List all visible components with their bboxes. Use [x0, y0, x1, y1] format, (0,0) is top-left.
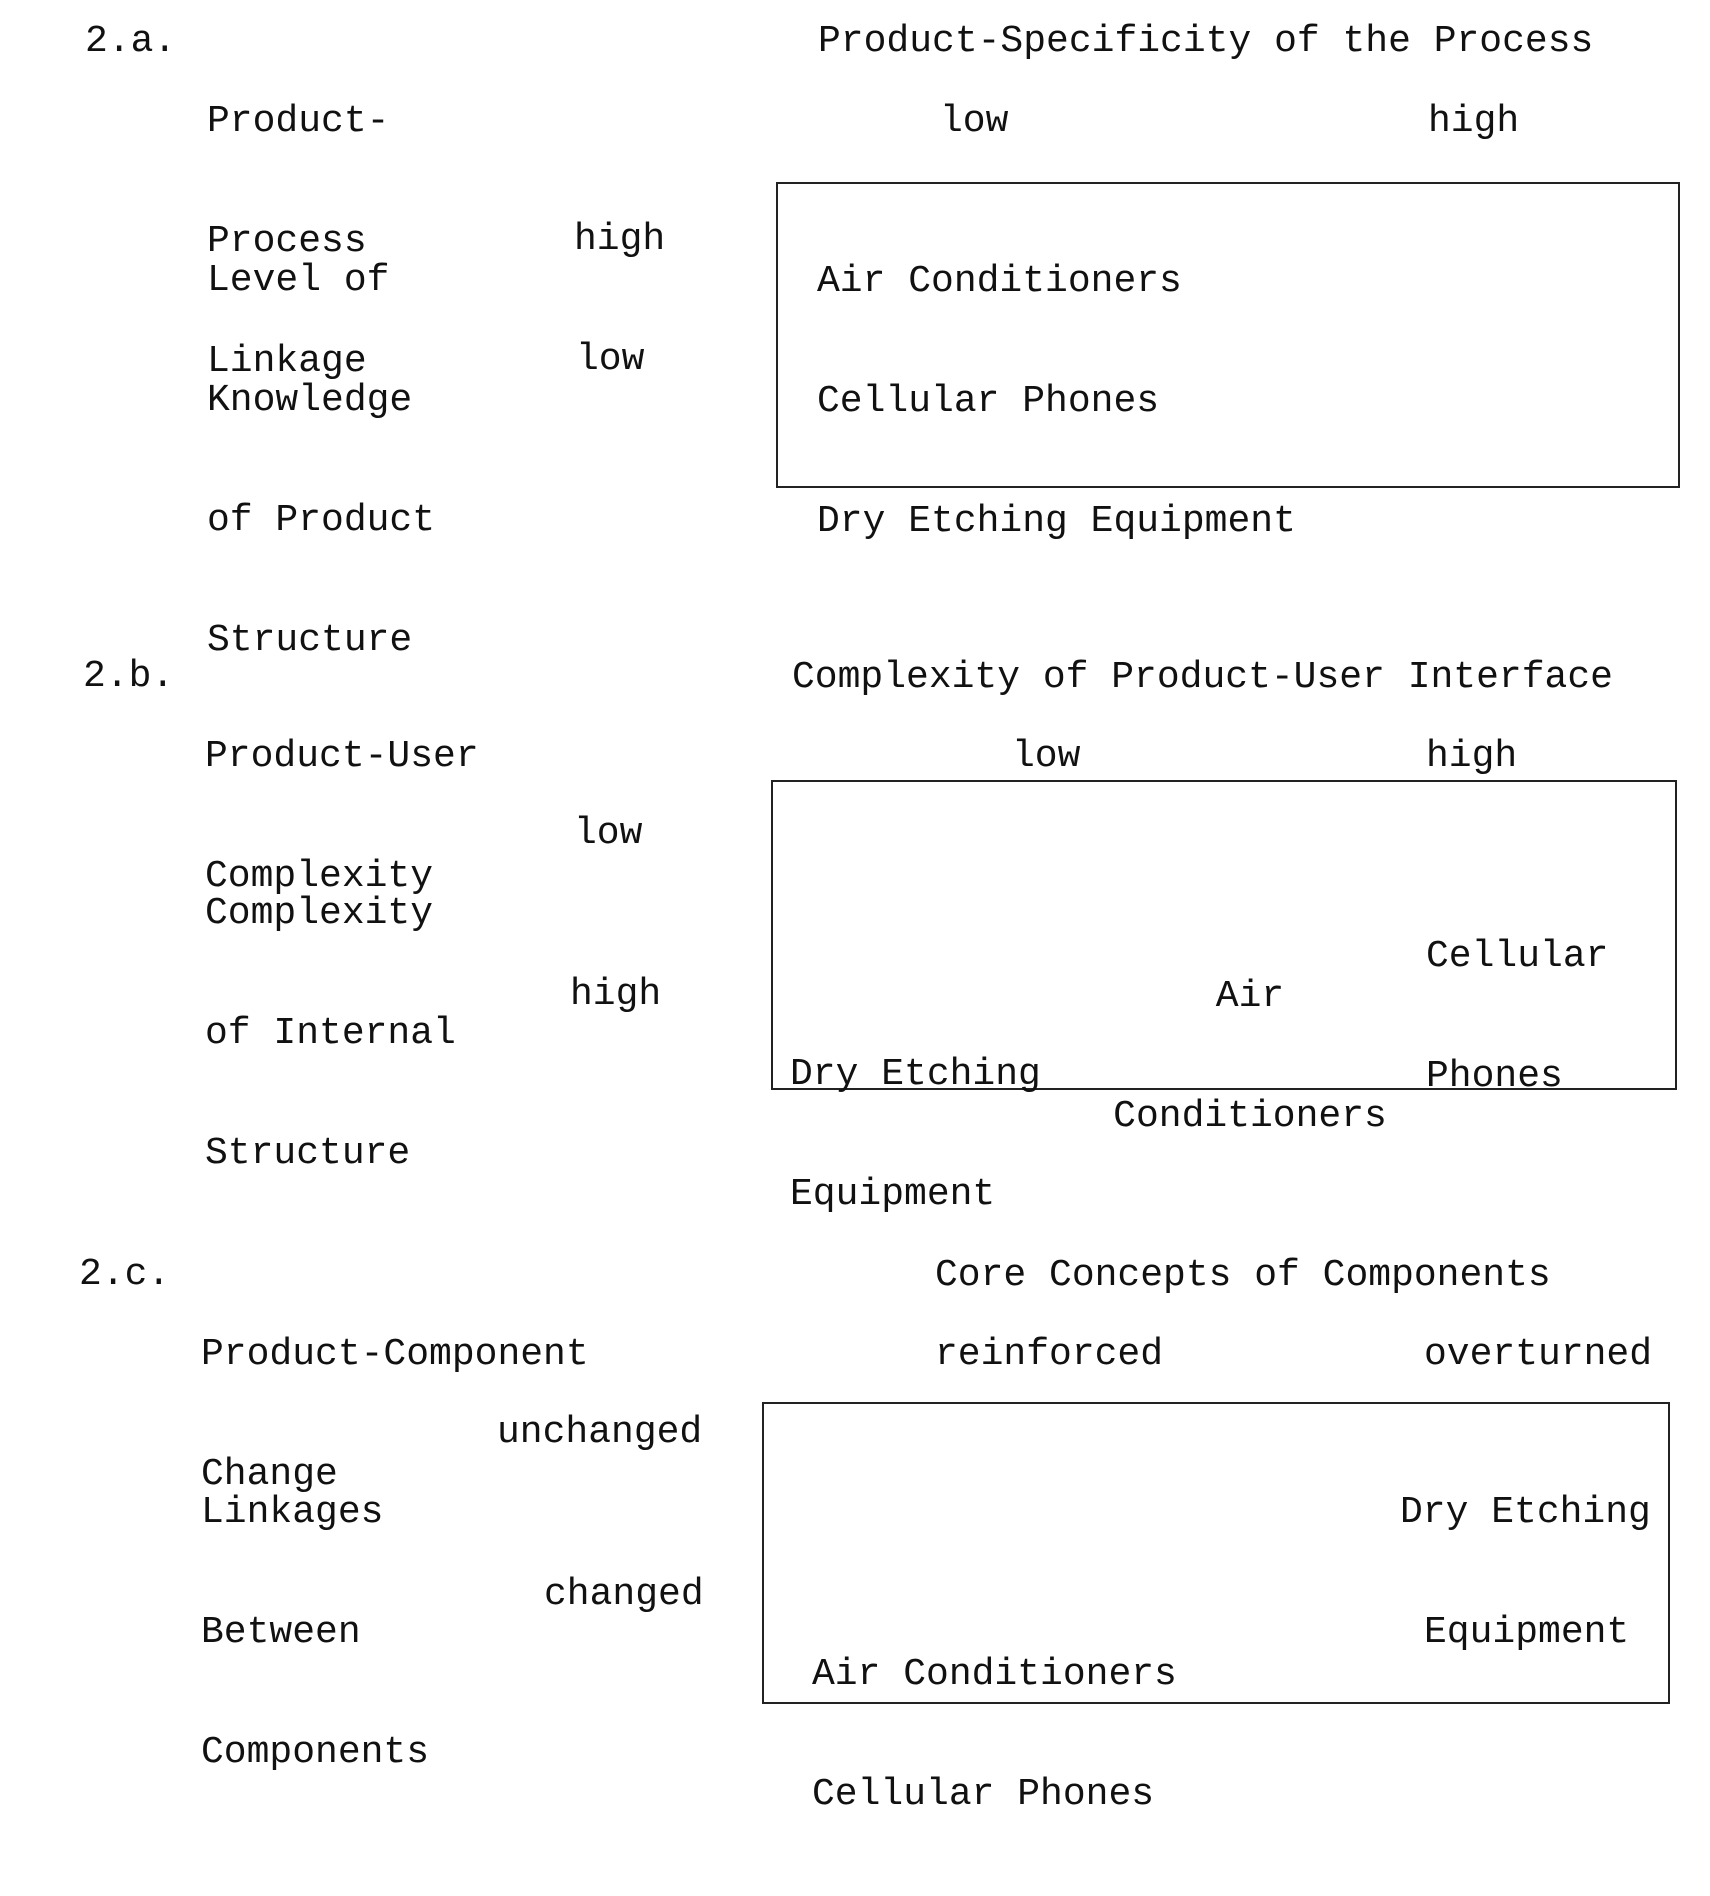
row-label-unchanged: unchanged: [497, 1411, 703, 1454]
row-label-high: high: [570, 973, 662, 1016]
panel-title-line: Product-: [207, 100, 390, 143]
cell-item-line: Air: [1215, 975, 1285, 1018]
panel-title-line: Linkage: [207, 340, 367, 383]
panel-number: 2.b.: [83, 655, 175, 698]
cell-item-line: Cellular Phones: [812, 1773, 1155, 1816]
cell-item-line: Equipment: [790, 1173, 996, 1216]
row-axis-label-line: Components: [201, 1731, 430, 1774]
row-axis-label-line: Knowledge: [207, 379, 413, 422]
panel-number: 2.c.: [79, 1253, 171, 1296]
panel-number: 2.a.: [85, 20, 177, 63]
panel-title-line: Product-Component: [201, 1333, 589, 1376]
cell-item: Cellular Phones: [817, 380, 1160, 423]
row-axis-label-line: Complexity: [205, 892, 434, 935]
cell-item-line: Air Conditioners: [812, 1653, 1177, 1696]
cell-item-air-cellular: [812, 1575, 1177, 1895]
column-label-high: high: [1426, 735, 1518, 778]
column-label-reinforced: reinforced: [935, 1333, 1164, 1376]
row-axis-label-line: Structure: [205, 1132, 411, 1175]
row-label-changed: changed: [544, 1573, 704, 1616]
panel-title-line: Process: [207, 220, 367, 263]
row-axis-label-line: of Product: [207, 499, 436, 542]
column-heading: Complexity of Product-User Interface: [792, 656, 1613, 699]
cell-item-line: Dry Etching: [790, 1053, 1041, 1096]
column-label-high: high: [1428, 100, 1520, 143]
panel-title-line: Change: [201, 1453, 338, 1496]
row-label-low: low: [576, 338, 645, 381]
row-axis-label-line: Linkages: [201, 1491, 384, 1534]
cell-item-line: Equipment: [1424, 1611, 1630, 1654]
cell-item-line: Conditioners: [1113, 1095, 1387, 1138]
cell-item-line: Cellular: [1426, 935, 1609, 978]
column-label-low: low: [940, 100, 1009, 143]
cell-item: Air Conditioners: [817, 260, 1182, 303]
cell-item: Dry Etching Equipment: [817, 500, 1296, 543]
column-heading: Core Concepts of Components: [935, 1254, 1551, 1297]
row-axis-label-line: of Internal: [205, 1012, 456, 1055]
row-axis-label-line: Between: [201, 1611, 361, 1654]
panel-title-line: Complexity: [205, 855, 434, 898]
row-axis-label: [201, 1413, 429, 1853]
row-label-low: low: [574, 812, 643, 855]
panel-title-line: Product-User: [205, 735, 479, 778]
row-axis-label-line: Structure: [207, 619, 413, 662]
column-label-low: low: [1012, 735, 1081, 778]
column-label-overturned: overturned: [1424, 1333, 1653, 1376]
row-axis-label-line: Level of: [207, 259, 390, 302]
column-heading: Product-Specificity of the Process: [818, 20, 1594, 63]
row-label-high: high: [574, 218, 666, 261]
cell-item-dry-etching: [1400, 1413, 1651, 1733]
cell-item-line: Dry Etching: [1400, 1491, 1651, 1534]
cell-item-line: Phones: [1426, 1055, 1563, 1098]
